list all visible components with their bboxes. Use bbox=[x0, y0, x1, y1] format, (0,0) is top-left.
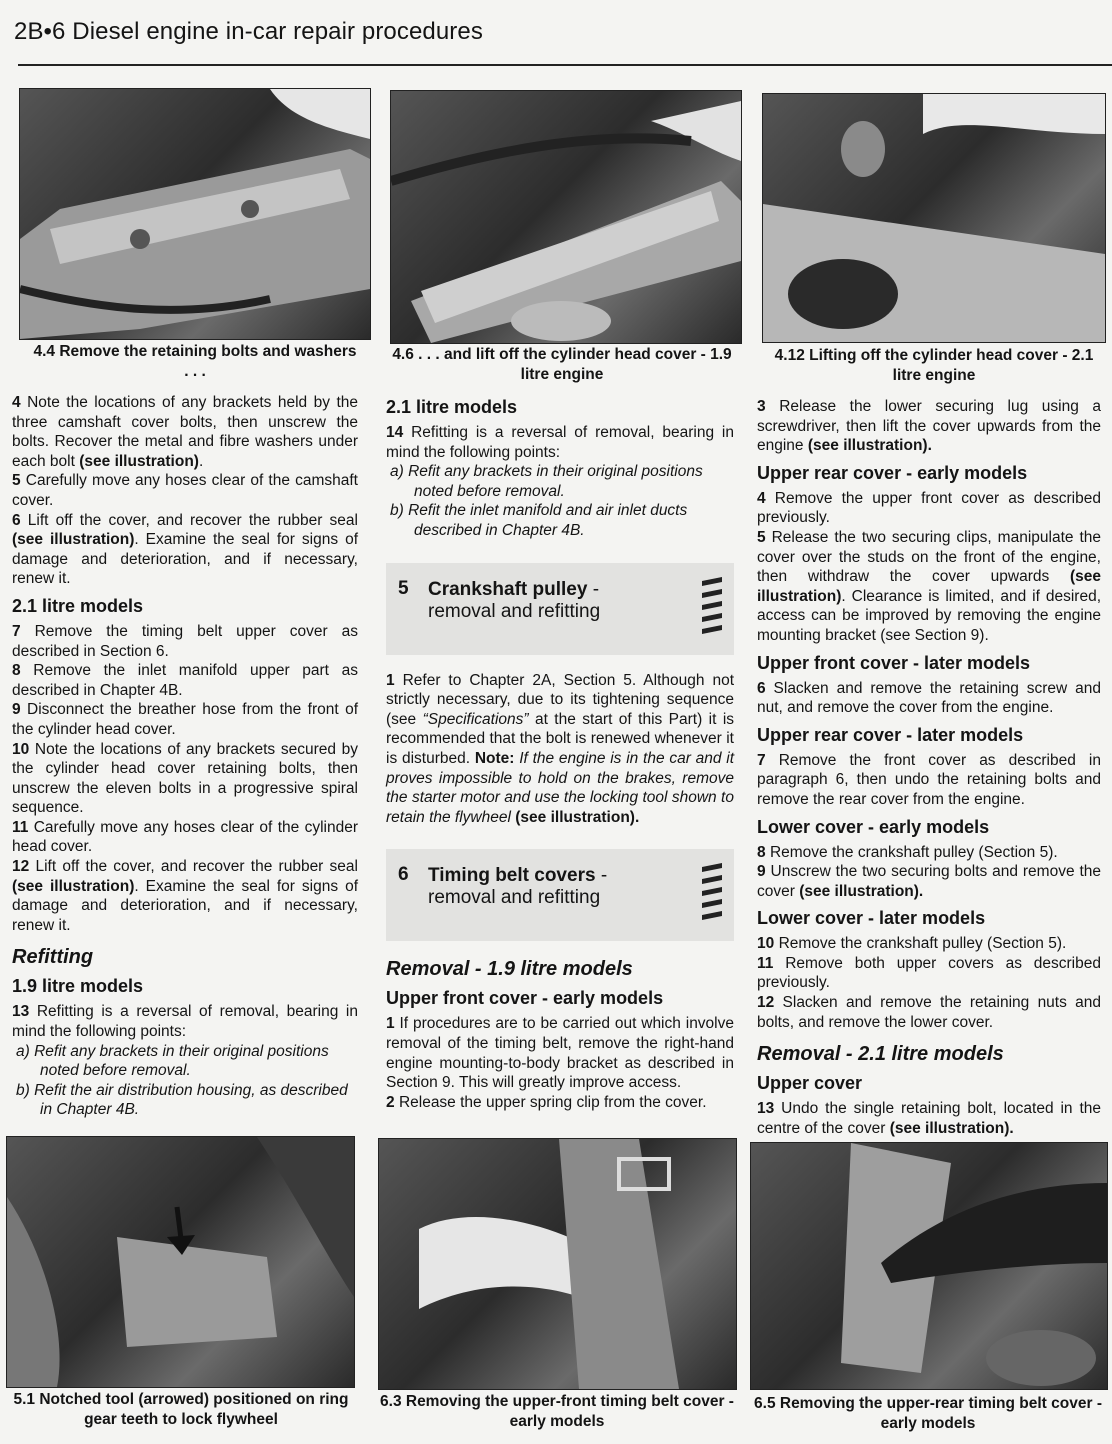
photo-6-3 bbox=[378, 1138, 737, 1390]
photo-4-4 bbox=[19, 88, 371, 340]
heading-upper-rear-early: Upper rear cover - early models bbox=[757, 462, 1028, 483]
heading-removal-1-9: Removal - 1.9 litre models bbox=[386, 958, 633, 981]
list-item: a) Refit any brackets in their original positions noted before removal. bbox=[16, 1042, 329, 1080]
column-1: 4 Note the locations of any brackets held by the three camshaft cover bolts, then unscrew the bolts. Recover the metal and fibre washers under each bolt (see illustration). 5 Carefully move any hoses clear of the camshaft cover. 6 Lift off the cover, and recover the rubber seal (see illustration). Examine the seal for signs of damage and deterioration, and if necessary, renew it. 2.1 litre models 7 Remove the timing belt upper cover as described in Section 6. 8 Remove the inlet manifold upper part as described in Chapter 4B. 9 Disconnect the breather hose from the front of the cylinder head cover. 10 Note the locations of any brackets secured by the cylinder head cover retaining bolts, then unscrew the eleven bolts in a progressive spiral sequence. 11 Carefully move any hoses clear of the cylinder head cover. 12 Lift off the cover, and recover the rubber seal (see illustration). Examine the seal for signs of damage and deterioration, and if necessary, renew it. Refitting 1.9 litre models 13 Refitting is a reversal of removal, bearing in mind the following points: a) Refit any brackets in their original positions noted before removal. b) Refit the air distribution housing, as described in Chapter 4B. bbox=[12, 394, 359, 1119]
list-item: b) Refit the inlet manifold and air inlet ducts described in Chapter 4B. bbox=[390, 502, 688, 539]
heading-upper-front-early: Upper front cover - early models bbox=[386, 988, 664, 1009]
list-item: a) Refit any brackets in their original positions noted before removal. bbox=[390, 463, 703, 500]
caption-5-1: 5.1 Notched tool (arrowed) positioned on ring gear teeth to lock flywheel bbox=[13, 1391, 349, 1428]
section-6-box: 6 Timing belt covers - removal and refitting bbox=[386, 849, 734, 941]
heading-upper-front-later: Upper front cover - later models bbox=[757, 652, 1031, 673]
heading-lower-early: Lower cover - early models bbox=[757, 816, 990, 837]
heading-2-1-litre: 2.1 litre models bbox=[386, 397, 518, 417]
caption-6-3: 6.3 Removing the upper-front timing belt cover - early models bbox=[380, 1393, 734, 1430]
photo-4-6 bbox=[390, 90, 742, 344]
section-5-box: 5 Crankshaft pulley - removal and refitting bbox=[386, 563, 734, 655]
header-rule bbox=[18, 64, 1112, 66]
heading-upper-cover: Upper cover bbox=[757, 1073, 863, 1094]
heading-upper-rear-later: Upper rear cover - later models bbox=[757, 724, 1024, 745]
list-item: b) Refit the air distribution housing, as described in Chapter 4B. bbox=[16, 1081, 348, 1119]
heading-removal-2-1: Removal - 2.1 litre models bbox=[757, 1043, 1004, 1066]
caption-6-5: 6.5 Removing the upper-rear timing belt cover - early models bbox=[754, 1395, 1102, 1432]
heading-1-9-litre: 1.9 litre models bbox=[12, 976, 144, 997]
photo-4-12 bbox=[762, 93, 1106, 343]
caption-4-6: 4.6 . . . and lift off the cylinder head cover - 1.9 litre engine bbox=[392, 346, 732, 383]
heading-2-1-litre: 2.1 litre models bbox=[12, 595, 144, 616]
page-header: 2B•6 Diesel engine in-car repair procedures bbox=[14, 18, 483, 45]
heading-lower-later: Lower cover - later models bbox=[757, 908, 986, 929]
column-3: 3 Release the lower securing lug using a screwdriver, then lift the cover upwards from the engine (see illustration). Upper rear cover - early models 4 Remove the upper front cover as described previously. 5 Release the two securing clips, manipulate the cover over the studs on the front of the engine, then withdraw the cover upwards (see illustration). Clearance is limited, and if desired, access can be improved by removing the engine mounting bracket (see Section 9). Upper front cover - later models 6 Slacken and remove the retaining screw and nut, and remove the cover from the engine. Upper rear cover - later models 7 Remove the front cover as described in paragraph 6, then undo the retaining bolts and remove the rear cover from the engine. Lower cover - early models 8 Remove the crankshaft pulley (Section 5). 9 Unscrew the two securing bolts and remove the cover (see illustration). Lower cover - later models 10 Remove the crankshaft pulley (Section 5). 11 Remove both upper covers as described previously. 12 Slacken and remove the retaining nuts and bolts, and remove the lower cover. Removal - 2.1 litre models Upper cover 13 Undo the single retaining bolt, located in the centre of the cover (see illustration). bbox=[757, 398, 1102, 1137]
photo-6-5 bbox=[750, 1142, 1108, 1390]
wrench-difficulty-icon bbox=[698, 573, 726, 645]
wrench-difficulty-icon bbox=[698, 859, 726, 931]
column-2: 2.1 litre models 14 Refitting is a reversal of removal, bearing in mind the following points: a) Refit any brackets in their original positions noted before removal. b) Refit the inlet manifold and air inlet ducts described in Chapter 4B. 5 Crankshaft pulley - removal and refitting 1 Refer to Chapter 2A, Section 5. Although not strictly necessary, due to its tightening sequence (see “Specifications” at the start of this Part) it is recommended that the bolt is renewed whenever it is disturbed. Note: If the engine is in the car and it proves impossible to hold on the brakes, remove the starter motor and use the locking tool shown to retain the flywheel (see illustration). 6 Timing belt covers - removal and refitting Removal - 1.9 litre models Upper front cover - early models 1 If procedures are to be carried out which involve removal of the timing belt, remove the right-hand engine mounting-to-body bracket as described in Section 9. This will greatly improve access. 2 Release the upper spring clip from the cover. bbox=[386, 397, 735, 1111]
photo-5-1 bbox=[6, 1136, 355, 1388]
caption-4-4: 4.4 Remove the retaining bolts and washers . . . bbox=[33, 343, 357, 380]
heading-refitting: Refitting bbox=[12, 946, 94, 969]
caption-4-12: 4.12 Lifting off the cylinder head cover - 2.1 litre engine bbox=[774, 347, 1094, 384]
